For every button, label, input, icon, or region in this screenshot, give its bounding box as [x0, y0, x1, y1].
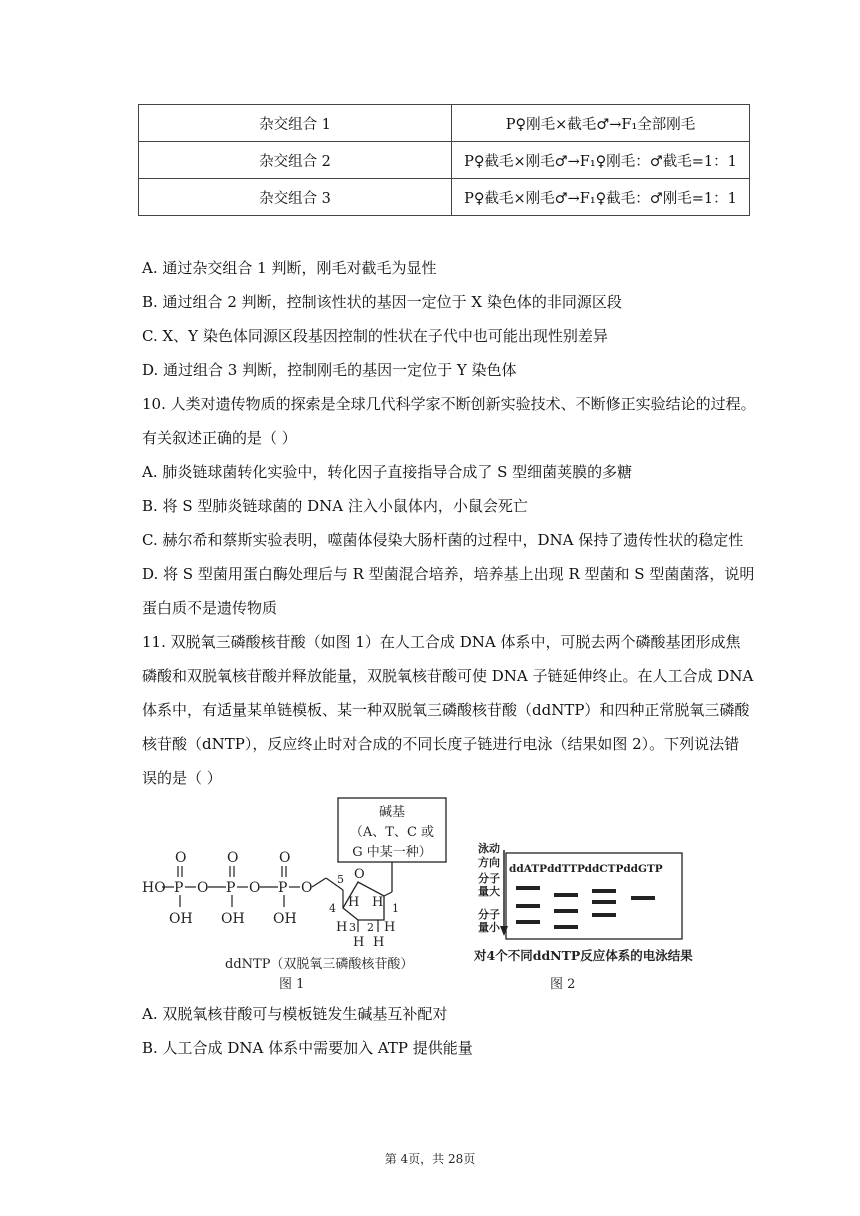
phosphorus-atom: P	[174, 880, 184, 896]
gel-band	[592, 913, 616, 917]
gel-band	[592, 900, 616, 904]
base-box-text: 碱基	[378, 805, 406, 820]
gel-figure	[473, 841, 693, 992]
q11-stem-line: 体系中，有适量某单链模板、某一种双脱氧三磷酸核苷酸（ddNTP）和四种正常脱氧三磷酸	[142, 701, 750, 719]
figure-area	[140, 796, 720, 992]
figure2-caption: 图 2	[550, 977, 576, 992]
q11-stem-line: 11. 双脱氧三磷酸核苷酸（如图 1）在人工合成 DNA 体系中，可脱去两个磷酸基团形成焦	[142, 633, 741, 651]
q10-option-b: B. 将 S 型肺炎链球菌的 DNA 注入小鼠体内，小鼠会死亡	[142, 497, 528, 515]
oxygen-atom: O	[175, 850, 187, 866]
q10-option-d-cont: 蛋白质不是遗传物质	[142, 599, 278, 617]
figures-svg	[140, 796, 720, 992]
q11-stem-line: 核苷酸（dNTP），反应终止时对合成的不同长度子链进行电泳（结果如图 2）。下列说法错	[142, 735, 740, 753]
hydroxyl-label: OH	[221, 911, 245, 927]
q11-stem-line: 磷酸和双脱氧核苷酸并释放能量，双脱氧核苷酸可使 DNA 子链延伸终止。在人工合成 DNA	[142, 667, 754, 685]
gel-band	[516, 886, 540, 890]
figure1-name: ddNTP（双脱氧三磷酸核苷酸）	[225, 957, 414, 972]
figure2-title: 对4个不同ddNTP反应体系的电泳结果	[474, 948, 693, 963]
gel-band	[554, 925, 578, 929]
q11-option-b: B. 人工合成 DNA 体系中需要加入 ATP 提供能量	[142, 1039, 473, 1057]
q10-option-d: D. 将 S 型菌用蛋白酶处理后与 R 型菌混合培养，培养基上出现 R 型菌和 S 型菌菌落，说明	[142, 565, 755, 583]
table-cell: P♀截毛×刚毛♂→F₁♀截毛：♂刚毛=1：1	[452, 179, 750, 216]
page-footer: 第 4页，共 28页	[384, 1152, 476, 1166]
oxygen-atom: O	[301, 880, 313, 896]
gel-band	[516, 920, 540, 924]
oxygen-atom: O	[354, 867, 365, 882]
table-cell: 杂交组合 1	[139, 105, 452, 142]
axis-label: 分子	[478, 872, 500, 885]
table-cell: P♀截毛×刚毛♂→F₁♀刚毛：♂截毛=1：1	[452, 142, 750, 179]
base-box-text: G 中某一种）	[352, 845, 432, 860]
axis-label: 量大	[478, 885, 500, 898]
hydrogen-atom: H	[384, 920, 396, 935]
hydrogen-atom: H	[353, 935, 365, 950]
cross-table	[138, 104, 750, 216]
lane-label: ddTTP	[547, 863, 585, 875]
q9-option-c: C. X、Y 染色体同源区段基因控制的性状在子代中也可能出现性别差异	[142, 327, 608, 345]
q11-stem-line: 误的是（ ）	[142, 769, 222, 787]
ring-number: 4	[329, 902, 336, 915]
chain-label: HO	[142, 880, 166, 896]
hydrogen-atom: H	[336, 920, 348, 935]
figure1-caption: 图 1	[279, 977, 305, 992]
table-row	[139, 179, 750, 216]
oxygen-atom: O	[197, 880, 209, 896]
gel-band	[516, 904, 540, 908]
oxygen-atom: O	[227, 850, 239, 866]
axis-label: 量小	[478, 921, 500, 934]
axis-label: 方向	[478, 856, 500, 869]
ring-number: 2	[367, 921, 374, 934]
q9-option-d: D. 通过组合 3 判断，控制刚毛的基因一定位于 Y 染色体	[142, 361, 517, 379]
gel-band	[592, 889, 616, 893]
hydroxyl-label: OH	[273, 911, 297, 927]
gel-band	[554, 893, 578, 897]
axis-label: 分子	[478, 908, 500, 921]
phosphorus-atom: P	[278, 880, 288, 896]
gel-band	[631, 896, 655, 900]
ddntp-structure	[142, 798, 446, 992]
table-row	[139, 105, 750, 142]
oxygen-atom: O	[249, 880, 261, 896]
axis-label: 泳动	[478, 842, 500, 855]
table-row	[139, 142, 750, 179]
q10-option-c: C. 赫尔希和蔡斯实验表明，噬菌体侵染大肠杆菌的过程中，DNA 保持了遗传性状的稳定性	[142, 531, 744, 549]
ring-number: 5	[337, 873, 344, 886]
q10-option-a: A. 肺炎链球菌转化实验中，转化因子直接指导合成了 S 型细菌荚膜的多糖	[142, 463, 633, 481]
gel-band	[554, 909, 578, 913]
lane-label: ddATP	[509, 863, 547, 875]
ring-number: 1	[392, 902, 399, 915]
oxygen-atom: O	[279, 850, 291, 866]
hydroxyl-label: OH	[169, 911, 193, 927]
ring-number: 3	[349, 921, 356, 934]
q9-option-b: B. 通过组合 2 判断，控制该性状的基因一定位于 X 染色体的非同源区段	[142, 293, 622, 311]
q10-stem-line: 10. 人类对遗传物质的探索是全球几代科学家不断创新实验技术、不断修正实验结论的过程。	[142, 395, 756, 413]
table-cell: P♀刚毛×截毛♂→F₁全部刚毛	[452, 105, 750, 142]
q10-stem-line: 有关叙述正确的是（ ）	[142, 429, 297, 447]
q11-option-a: A. 双脱氧核苷酸可与模板链发生碱基互补配对	[142, 1005, 448, 1023]
table-cell: 杂交组合 3	[139, 179, 452, 216]
base-box-text: （A、T、C 或	[349, 825, 435, 840]
phosphorus-atom: P	[226, 880, 236, 896]
hydrogen-atom: H	[373, 935, 385, 950]
q9-option-a: A. 通过杂交组合 1 判断，刚毛对截毛为显性	[142, 259, 437, 277]
lane-label: ddCTP	[584, 863, 624, 875]
hydrogen-atom: H	[348, 895, 360, 910]
hydrogen-atom: H	[372, 895, 384, 910]
lane-label: ddGTP	[623, 863, 663, 875]
table-cell: 杂交组合 2	[139, 142, 452, 179]
